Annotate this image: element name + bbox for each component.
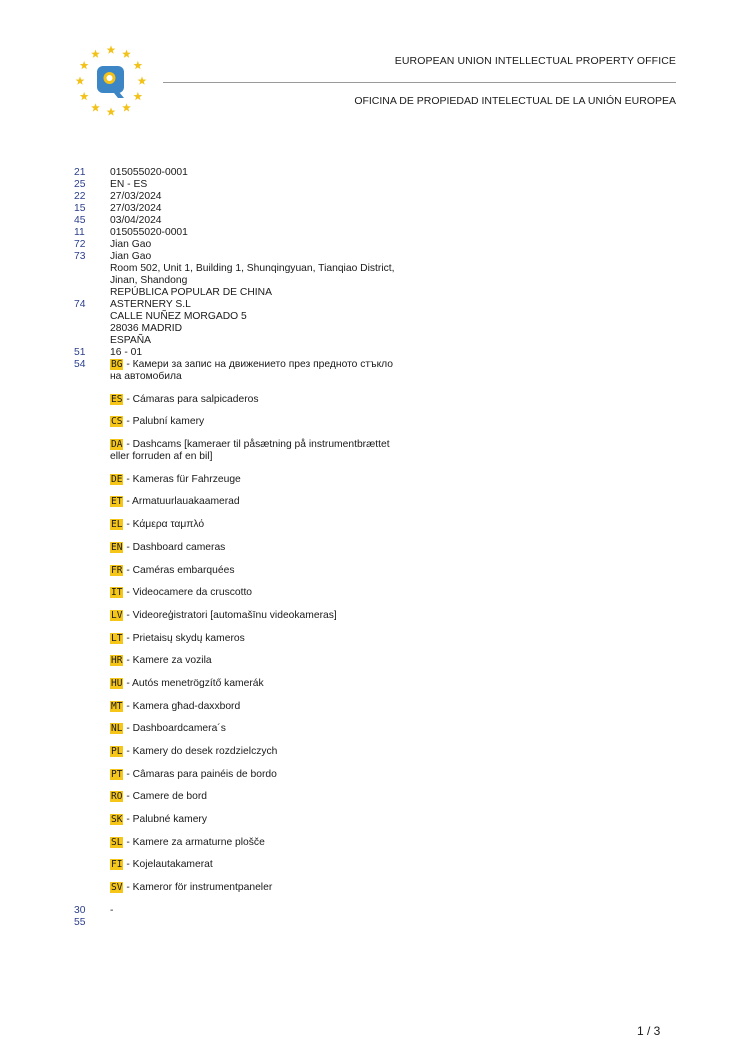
- field-11: [74, 227, 394, 239]
- field-value-line: CALLE NUÑEZ MORGADO 5: [110, 311, 247, 322]
- field-54: [74, 359, 394, 894]
- field-30: [74, 905, 394, 917]
- language-code-badge: FR: [111, 564, 123, 576]
- indication-text-continued: eller forruden af en bil]: [110, 451, 213, 463]
- language-code-badge: ET: [111, 496, 123, 508]
- indication-item: [110, 633, 394, 645]
- field-22: [74, 191, 394, 203]
- field-55: [74, 917, 394, 929]
- field-21: [74, 167, 394, 179]
- language-code-badge: SV: [111, 882, 123, 894]
- language-code-badge: HU: [111, 677, 123, 689]
- language-code-badge: PT: [111, 768, 123, 780]
- field-value-line: REPÚBLICA POPULAR DE CHINA: [110, 287, 272, 298]
- indication-item: [110, 496, 394, 508]
- star-icon: [138, 76, 147, 84]
- star-icon: [80, 61, 89, 69]
- indication-text: - Camere de bord: [123, 791, 208, 803]
- indication-text: - Armatuurlauakaamerad: [123, 496, 240, 508]
- indication-item: [110, 565, 394, 577]
- field-value-line: Jian Gao: [110, 239, 152, 250]
- indication-text: - Palubné kamery: [123, 814, 208, 826]
- indication-item: [110, 791, 394, 803]
- field-code: 54: [74, 359, 86, 370]
- indication-text: - Kameras für Fahrzeuge: [123, 473, 241, 485]
- language-code-badge: ES: [111, 393, 123, 405]
- indication-text: - Kamery do desek rozdzielczych: [123, 746, 278, 757]
- header-divider: [163, 82, 676, 83]
- language-code-badge: IT: [111, 587, 123, 599]
- office-title-es: OFICINA DE PROPIEDAD INTELECTUAL DE LA UNIÓN EUROPEA: [354, 95, 676, 107]
- field-value-line: 28036 MADRID: [110, 323, 183, 334]
- indication-text: - Autós menetrögzítő kamerák: [123, 677, 264, 689]
- star-icon: [133, 92, 142, 100]
- field-25: [74, 179, 394, 191]
- field-code: 51: [74, 347, 86, 358]
- indication-item: [110, 723, 394, 735]
- indication-text: - Κάμερα ταμπλό: [123, 519, 205, 531]
- field-value-line: ESPAÑA: [110, 335, 152, 346]
- indication-text: - Caméras embarquées: [123, 564, 235, 576]
- field-value-line: 27/03/2024: [110, 203, 162, 214]
- indication-text: - Dashboard cameras: [123, 541, 226, 553]
- language-code-badge: LT: [111, 632, 123, 644]
- indication-item: [110, 837, 394, 849]
- indication-text: - Câmaras para painéis de bordo: [123, 768, 277, 780]
- field-value-line: EN - ES: [110, 179, 148, 190]
- language-code-badge: MT: [111, 700, 123, 712]
- indication-item: [110, 474, 394, 486]
- euipo-logo-icon: [74, 44, 148, 118]
- field-15: [74, 203, 394, 215]
- indication-item: [110, 416, 394, 428]
- field-value-line: [110, 917, 394, 929]
- indication-text: - Kamere za vozila: [123, 655, 212, 667]
- indication-item: [110, 746, 394, 758]
- indication-item: [110, 439, 394, 463]
- star-icon: [76, 76, 85, 84]
- field-code: 73: [74, 251, 86, 262]
- indication-text: - Камери за запис на движението през предното стъкло: [123, 359, 394, 370]
- language-code-badge: BG: [111, 359, 123, 370]
- indication-item: [110, 769, 394, 781]
- star-icon: [91, 50, 100, 58]
- tail-field-list: [74, 905, 394, 929]
- field-value-line: 03/04/2024: [110, 215, 162, 226]
- field-51: [74, 347, 394, 359]
- field-code: 21: [74, 167, 86, 178]
- indication-item: [110, 814, 394, 826]
- indication-item: [110, 587, 394, 599]
- indication-item: [110, 882, 394, 894]
- field-code: 15: [74, 203, 86, 214]
- page-number: 1 / 3: [637, 1024, 661, 1038]
- field-73: [74, 251, 394, 299]
- field-value-line: 27/03/2024: [110, 191, 162, 202]
- indication-item: [110, 394, 394, 406]
- field-value-line: ASTERNERY S.L: [110, 299, 191, 310]
- language-code-badge: SL: [111, 836, 123, 848]
- field-45: [74, 215, 394, 227]
- field-value-line: Room 502, Unit 1, Building 1, Shunqingyuan, Tianqiao District,: [110, 263, 395, 274]
- field-code: 72: [74, 239, 86, 250]
- indication-item: [110, 542, 394, 554]
- indication-text: - Palubní kamery: [123, 416, 205, 428]
- indication-item: [110, 519, 394, 531]
- star-icon: [107, 45, 116, 53]
- language-code-badge: HR: [111, 655, 123, 667]
- indication-text: - Dashcams [kameraer til påsætning på instrumentbrættet: [123, 439, 390, 451]
- r-mark-icon: [97, 66, 124, 98]
- language-code-badge: CS: [111, 416, 123, 428]
- field-code: 45: [74, 215, 86, 226]
- indication-text: - Kamere za armaturne plošče: [123, 836, 265, 848]
- star-icon: [80, 92, 89, 100]
- field-value-line: -: [110, 905, 114, 917]
- indication-text: - Cámaras para salpicaderos: [123, 393, 259, 405]
- office-title-en: EUROPEAN UNION INTELLECTUAL PROPERTY OFFICE: [394, 55, 676, 67]
- language-code-badge: PL: [111, 746, 123, 757]
- language-code-badge: LV: [111, 609, 123, 621]
- indication-text: - Prietaisų skydų kameros: [123, 632, 245, 644]
- indication-text: - Kameror för instrumentpaneler: [123, 882, 273, 894]
- field-74: [74, 299, 394, 347]
- indication-item: [110, 678, 394, 690]
- language-code-badge: EN: [111, 541, 123, 553]
- field-code: 74: [74, 299, 86, 310]
- indication-item: [110, 859, 394, 871]
- star-icon: [122, 103, 131, 111]
- indication-list: [110, 359, 394, 894]
- language-code-badge: DE: [111, 473, 123, 485]
- star-icon: [122, 50, 131, 58]
- star-icon: [133, 61, 142, 69]
- language-code-badge: SK: [111, 814, 123, 826]
- indication-text-continued: на автомобила: [110, 371, 182, 382]
- language-code-badge: DA: [111, 439, 123, 451]
- indication-text: - Videoreģistratori [automašīnu videokameras]: [123, 609, 337, 621]
- indication-item: [110, 655, 394, 667]
- field-72: [74, 239, 394, 251]
- field-value-line: Jinan, Shandong: [110, 275, 188, 286]
- field-value-line: 015055020-0001: [110, 167, 188, 178]
- field-value-line: 015055020-0001: [110, 227, 188, 238]
- field-value-line: 16 - 01: [110, 347, 143, 358]
- field-code: 25: [74, 179, 86, 190]
- star-icon: [107, 107, 116, 115]
- indication-text: - Dashboardcamera´s: [123, 723, 226, 735]
- language-code-badge: RO: [111, 791, 123, 803]
- indication-item: [110, 701, 394, 713]
- language-code-badge: NL: [111, 723, 123, 735]
- registration-details: [74, 167, 394, 929]
- indication-item: [110, 359, 394, 383]
- field-value-line: Jian Gao: [110, 251, 152, 262]
- indication-text: - Kojelautakamerat: [123, 859, 213, 871]
- field-code: 11: [74, 227, 85, 238]
- field-code: 22: [74, 191, 86, 202]
- field-code: 55: [74, 917, 86, 929]
- field-list: [74, 167, 394, 359]
- language-code-badge: EL: [111, 519, 123, 531]
- field-code: 30: [74, 905, 86, 917]
- indication-text: - Kamera għad-daxxbord: [123, 700, 241, 712]
- language-code-badge: FI: [111, 859, 123, 871]
- indication-text: - Videocamere da cruscotto: [123, 587, 253, 599]
- star-icon: [91, 103, 100, 111]
- indication-item: [110, 610, 394, 622]
